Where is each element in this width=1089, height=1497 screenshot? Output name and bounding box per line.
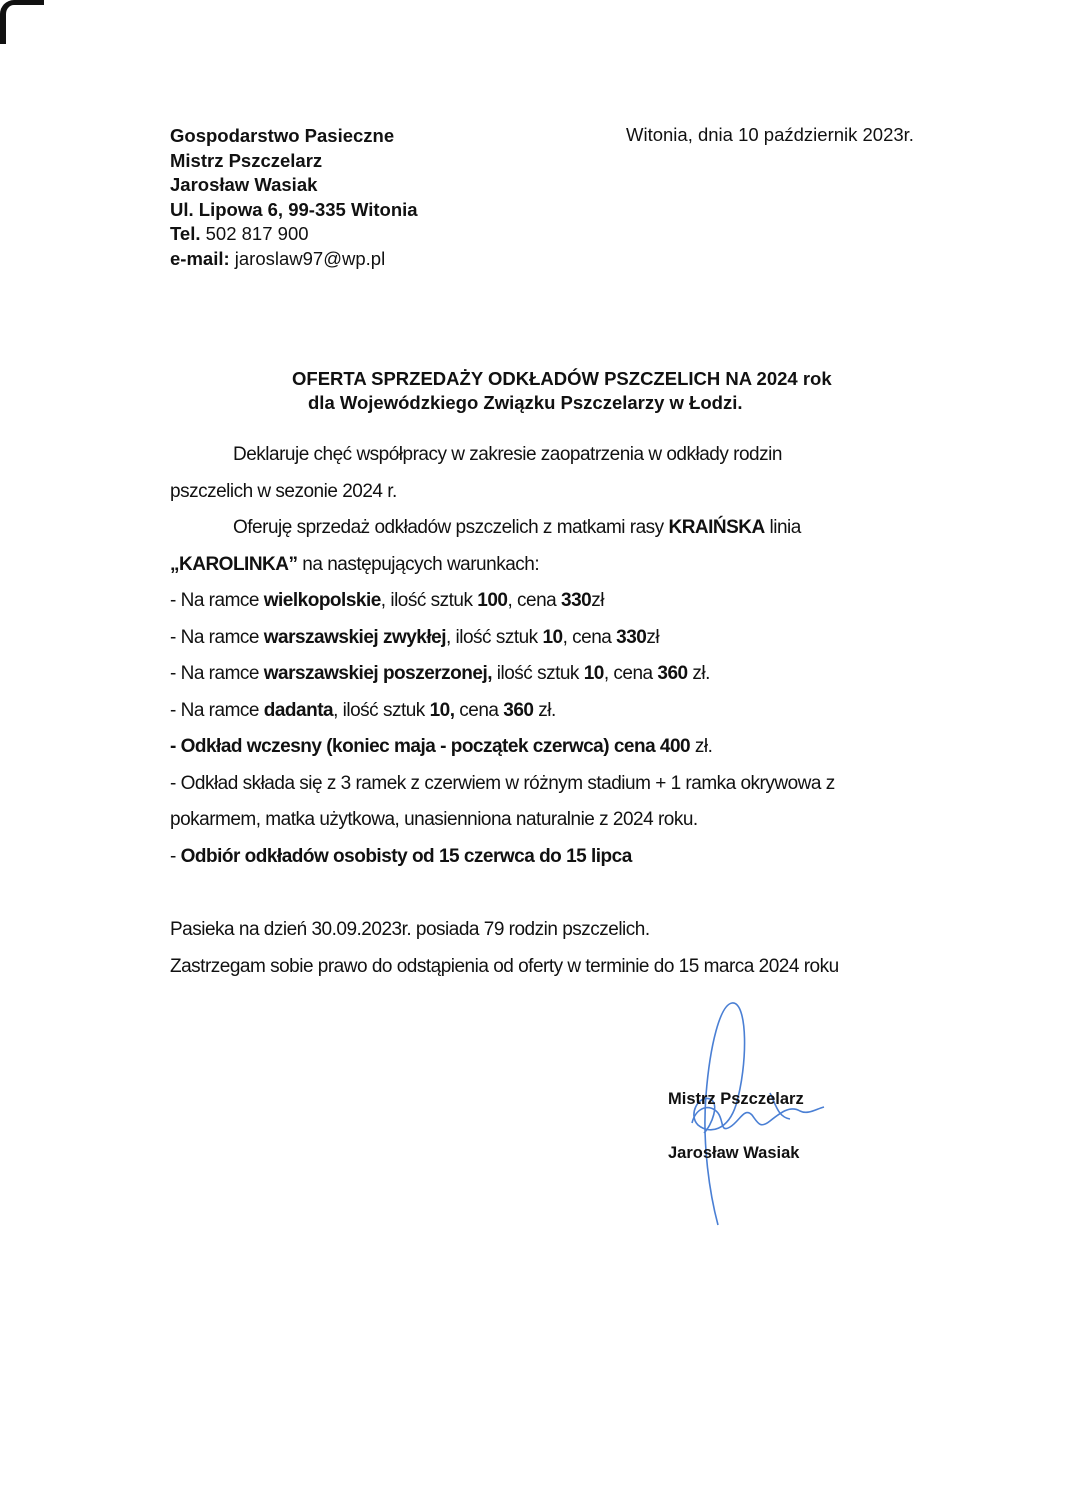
line-name: „KAROLINKA”: [170, 553, 298, 575]
sender-phone: [170, 222, 418, 247]
sender-block: [170, 124, 418, 271]
title-line-2: dla Wojewódzkiego Związku Pszczelarzy w Łodzi.: [308, 392, 743, 413]
sender-business-name: Gospodarstwo Pasieczne: [170, 125, 395, 146]
frame-type: warszawskiej zwykłej: [263, 626, 446, 648]
signatory-name: Jarosław Wasiak: [668, 1144, 800, 1162]
sender-address: Ul. Lipowa 6, 99-335 Witonia: [170, 198, 418, 220]
qty-label: ilość sztuk: [492, 663, 584, 684]
offer-prefix: - Na ramce: [170, 699, 264, 721]
quantity: 10: [542, 626, 563, 648]
quantity: 100: [477, 590, 508, 611]
composition-line-2: pokarmem, matka użytkowa, unasienniona naturalnie z 2024 roku.: [170, 809, 698, 830]
sender-email: [170, 247, 418, 272]
apiary-status: Pasieka na dzień 30.09.2023r. posiada 79 rodzin pszczelich.: [170, 919, 650, 940]
price-label: , cena: [603, 663, 658, 684]
breed-name: KRAIŃSKA: [668, 517, 765, 538]
currency: zł.: [690, 736, 713, 757]
pickup-dash: -: [170, 845, 181, 867]
declaration-line-2: pszczelich w sezonie 2024 r.: [170, 480, 397, 502]
declaration-line-1: Deklaruje chęć współpracy w zakresie zaopatrzenia w odkłady rodzin: [233, 444, 782, 465]
scan-corner-mark: [0, 0, 44, 44]
offer-prefix: - Na ramce: [170, 626, 264, 648]
offer-intro: [170, 510, 990, 547]
frame-type: dadanta: [263, 699, 334, 721]
letter-body: [170, 437, 990, 985]
sender-title: Mistrz Pszczelarz: [170, 149, 323, 171]
offer-item: [170, 583, 990, 620]
price-label: , cena: [507, 590, 562, 611]
qty-label: , ilość sztuk: [333, 699, 430, 721]
price: 330: [616, 626, 647, 648]
offer-line-name: [170, 547, 990, 584]
signatory-title: Mistrz Pszczelarz: [668, 1090, 804, 1108]
qty-label: , ilość sztuk: [445, 626, 543, 648]
sender-name: Jarosław Wasiak: [170, 174, 318, 195]
phone-value: 502 817 900: [200, 223, 309, 244]
letter-date: Witonia, dnia 10 październik 2023r.: [626, 124, 914, 145]
qty-label: , ilość sztuk: [380, 590, 478, 611]
currency: zł: [591, 590, 604, 611]
frame-type: warszawskiej poszerzonej,: [263, 663, 493, 684]
title-line-1: OFERTA SPRZEDAŻY ODKŁADÓW PSZCZELICH NA 2024 rok: [292, 368, 832, 389]
offer-conditions-intro: na następujących warunkach:: [297, 553, 540, 575]
offer-intro-line: linia: [764, 517, 801, 538]
pickup-text: Odbiór odkładów osobisty od 15 czerwca do 15 lipca: [180, 845, 632, 867]
offer-item: [170, 620, 990, 657]
quantity: 10: [583, 663, 604, 684]
currency: zł.: [687, 663, 710, 684]
early-offer-text: - Odkład wczesny (koniec maja - początek czerwca) cena 400: [170, 736, 691, 757]
price: 360: [657, 663, 688, 684]
currency: zł: [646, 626, 660, 648]
price-label: cena: [454, 699, 504, 721]
offer-item: [170, 656, 990, 693]
frame-type: wielkopolskie: [263, 590, 381, 611]
reservation-clause: Zastrzegam sobie prawo do odstąpienia od oferty w terminie do 15 marca 2024 roku: [170, 955, 839, 977]
currency: zł.: [533, 699, 556, 721]
offer-intro-text: Oferuję sprzedaż odkładów pszczelich z matkami rasy: [233, 517, 669, 538]
email-value: jaroslaw97@wp.pl: [229, 247, 386, 269]
early-offer: [170, 729, 990, 766]
price: 360: [503, 699, 534, 721]
document-title: [292, 367, 832, 415]
pickup-terms: [170, 839, 990, 876]
offer-prefix: - Na ramce: [170, 590, 264, 611]
offer-item: [170, 693, 990, 730]
signature-block: [668, 1072, 804, 1180]
phone-label: Tel.: [170, 223, 201, 244]
price: 330: [561, 590, 592, 611]
composition-line-1: - Odkład składa się z 3 ramek z czerwiem w różnym stadium + 1 ramka okrywowa z: [170, 772, 835, 794]
offer-prefix: - Na ramce: [170, 663, 264, 684]
quantity: 10,: [429, 699, 455, 721]
price-label: , cena: [562, 626, 617, 648]
email-label: e-mail:: [170, 247, 230, 269]
